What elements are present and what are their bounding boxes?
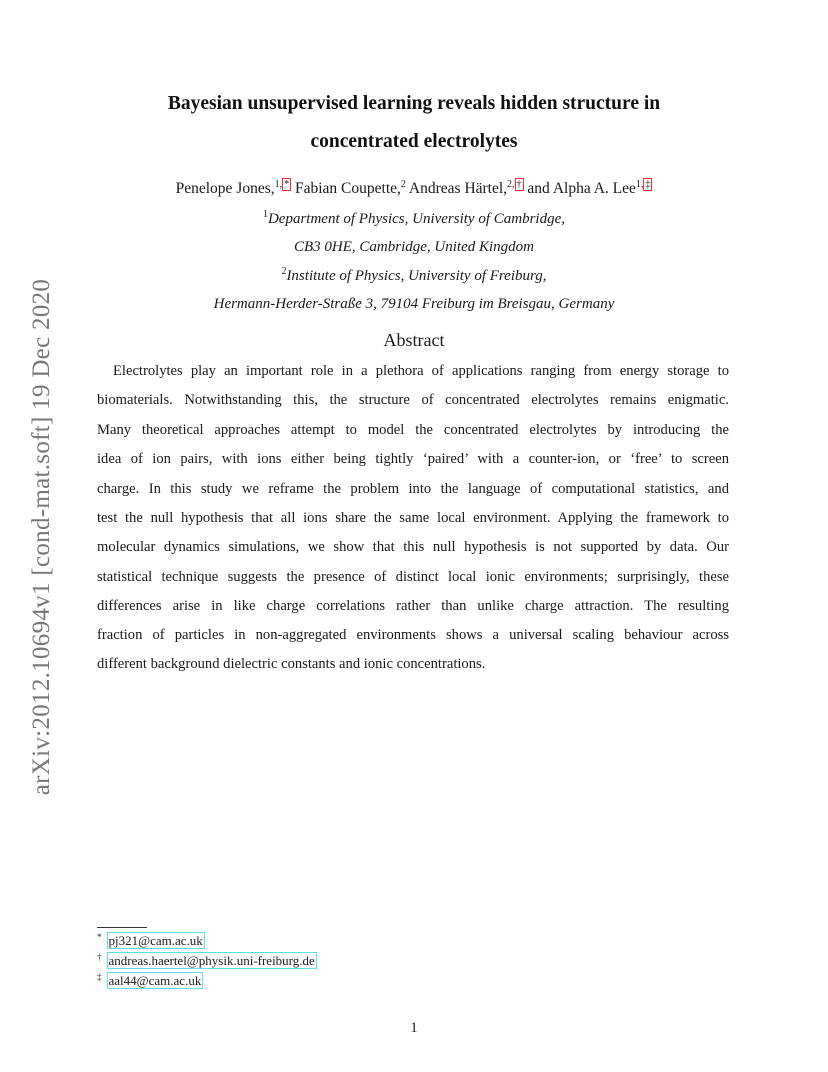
paper-title-line-1: Bayesian unsupervised learning reveals hidden structure in	[167, 93, 661, 114]
abstract-line: test the null hypothesis that all ions share the same local environment. Applying the framework to	[97, 510, 729, 526]
footnote	[97, 932, 205, 949]
footnote-link[interactable]: ‡	[645, 179, 651, 190]
footnote	[97, 952, 317, 969]
footnote	[97, 972, 203, 989]
page-number: 1	[410, 1020, 418, 1036]
abstract-line: Electrolytes play an important role in a plethora of applications ranging from energy storage to	[113, 363, 729, 379]
affiliation-line	[90, 211, 738, 228]
footnote-mark: *	[97, 932, 102, 942]
footnote-divider	[97, 927, 147, 928]
footnote-mark: ‡	[97, 972, 102, 982]
email-link[interactable]: andreas.haertel@physik.uni-freiburg.de	[108, 953, 315, 968]
footnote-link[interactable]: *	[284, 179, 290, 190]
abstract-line: statistical technique suggests the presence of distinct local ionic environments; surprisingly, these	[97, 569, 729, 585]
abstract-line: molecular dynamics simulations, we show that this null hypothesis is not supported by data. Our	[97, 539, 729, 555]
abstract-line: Many theoretical approaches attempt to model the concentrated electrolytes by introducing the	[97, 422, 729, 438]
arxiv-side-stamp: arXiv:2012.10694v1 [cond-mat.soft] 19 Dec 2020	[28, 278, 55, 796]
author-name: Penelope Jones,	[175, 180, 275, 197]
author-affiliation-mark: 2	[400, 179, 406, 190]
affiliation-number: 1	[262, 209, 268, 220]
author-affiliation-mark: 1, *	[274, 179, 290, 190]
author-list	[60, 178, 768, 198]
author-name: Andreas Härtel,	[408, 180, 508, 197]
email-link[interactable]: aal44@cam.ac.uk	[108, 973, 202, 988]
affiliation-number: 2	[281, 266, 287, 277]
affiliation-line: Hermann-Herder-Straße 3, 79104 Freiburg im Breisgau, Germany	[213, 296, 615, 312]
abstract-line: differences arise in like charge correlations rather than unlike charge attraction. The resulting	[97, 598, 729, 614]
author-affiliation-mark: 1, ‡	[635, 179, 651, 190]
abstract-line: charge. In this study we reframe the problem into the language of computational statistics, and	[97, 481, 729, 497]
affiliation-line: CB3 0HE, Cambridge, United Kingdom	[294, 239, 534, 255]
email-link[interactable]: pj321@cam.ac.uk	[108, 933, 203, 948]
abstract-heading: Abstract	[383, 330, 445, 350]
footnote-link[interactable]: †	[516, 179, 522, 190]
author-name: Fabian Coupette,	[294, 180, 401, 197]
author-name: and Alpha A. Lee	[527, 180, 636, 197]
abstract-line: biomaterials. Notwithstanding this, the structure of concentrated electrolytes remains enigmatic.	[97, 392, 729, 408]
author-affiliation-mark: 2, †	[507, 179, 522, 190]
affiliation-text: Department of Physics, University of Cambridge,	[267, 211, 566, 227]
abstract-line: idea of ion pairs, with ions either being tightly ‘paired’ with a counter-ion, or ‘free’ to screen	[97, 451, 729, 467]
abstract-line: different background dielectric constants and ionic concentrations.	[97, 656, 486, 672]
abstract-line: fraction of particles in non-aggregated environments shows a universal scaling behaviour across	[97, 627, 729, 643]
footnote-mark: †	[97, 952, 102, 962]
affiliation-line	[90, 268, 738, 285]
paper-title-line-2: concentrated electrolytes	[310, 131, 518, 152]
affiliation-text: Institute of Physics, University of Freiburg,	[286, 268, 547, 284]
